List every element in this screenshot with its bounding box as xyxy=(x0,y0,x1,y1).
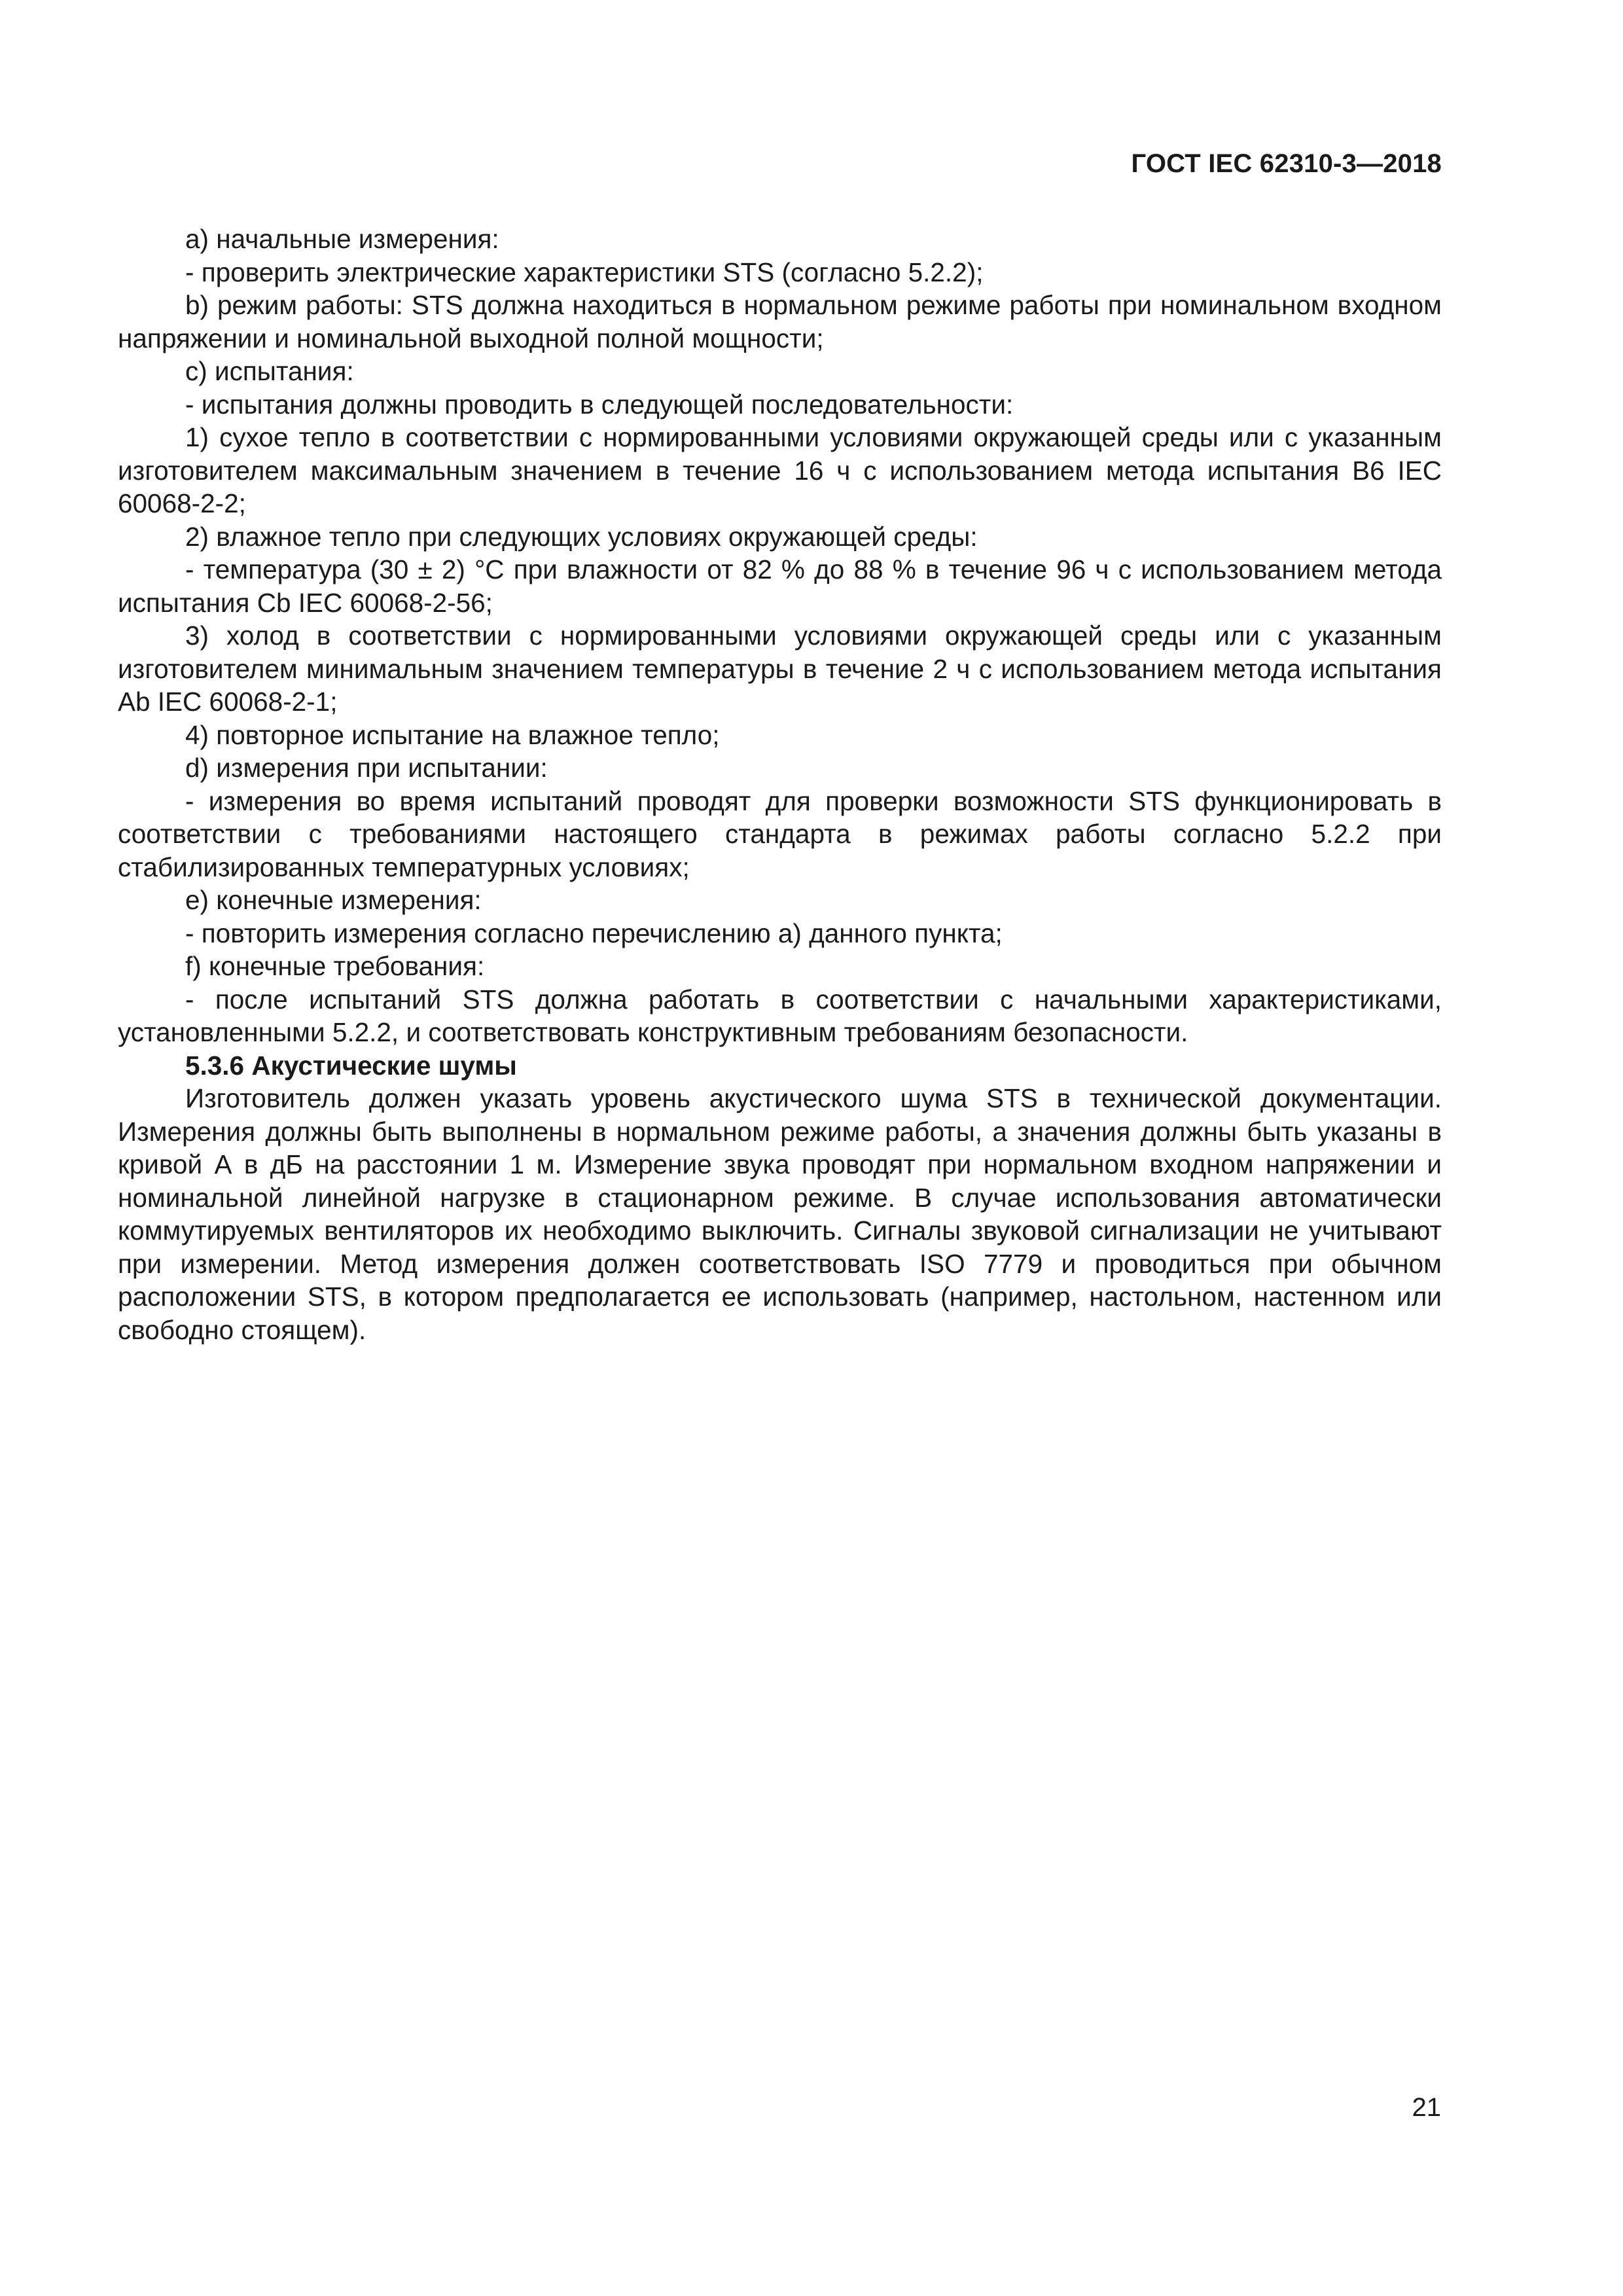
list-item-c-detail: - испытания должны проводить в следующей последовательности: xyxy=(185,389,1014,420)
list-item-a: а) начальные измерения: xyxy=(185,224,499,254)
test-step-3: 3) холод в соответствии с нормированными условиями окружающей среды или с указанным изготовителем минимальным значением температуры в течение 2 ч с использованием метода испытания Ab IEC 60068-2-1; xyxy=(118,620,1442,717)
list-item-c: c) испытания: xyxy=(185,356,354,386)
test-step-2: 2) влажное тепло при следующих условиях окружающей среды: xyxy=(185,521,978,552)
document-number-header: ГОСТ IEC 62310-3—2018 xyxy=(1131,149,1442,178)
section-paragraph: Изготовитель должен указать уровень акустического шума STS в технической документации. Измерения должны быть выполнены в нормальном режиме работы, а значения должны быть указаны в кривой А в дБ на расстоянии 1 м. Измерение звука проводят при нормальном входном напряжении и номинальной линейной нагрузке в стационарном режиме. В случае использования автоматически коммутируемых вентиляторов их необходимо выключить. Сигналы звуковой сигнализации не учитывают при измерении. Метод измерения должен соответствовать ISO 7779 и проводиться при обычном расположении STS, в котором предполагается ее использовать (например, настольном, настенном или свободно стоящем). xyxy=(118,1083,1442,1345)
test-step-4: 4) повторное испытание на влажное тепло; xyxy=(185,719,720,750)
test-step-2-detail: - температура (30 ± 2) °С при влажности от 82 % до 88 % в течение 96 ч с использованием метода испытания Cb IEC 60068-2-56; xyxy=(118,554,1442,618)
section-heading: 5.3.6 Акустические шумы xyxy=(185,1050,517,1081)
list-item-f: f) конечные требования: xyxy=(185,951,485,981)
page-number: 21 xyxy=(1412,2093,1441,2122)
list-item-b: b) режим работы: STS должна находиться в нормальном режиме работы при номинальном входном напряжении и номинальной выходной полной мощности; xyxy=(118,290,1442,353)
list-item-f-detail: - после испытаний STS должна работать в соответствии с начальными характеристиками, установленными 5.2.2, и соответствовать конструктивным требованиям безопасности. xyxy=(118,984,1442,1047)
list-item-e: e) конечные измерения: xyxy=(185,885,482,915)
list-item-a-detail: - проверить электрические характеристики STS (согласно 5.2.2); xyxy=(185,257,984,287)
list-item-e-detail: - повторить измерения согласно перечислению а) данного пункта; xyxy=(185,918,1003,948)
test-step-1: 1) сухое тепло в соответствии с нормированными условиями окружающей среды или с указанным изготовителем максимальным значением в течение 16 ч с использованием метода испытания B6 IEC 60068-2-2; xyxy=(118,422,1442,518)
document-body xyxy=(118,223,1442,1346)
list-item-d: d) измерения при испытании: xyxy=(185,753,548,783)
list-item-d-detail: - измерения во время испытаний проводят для проверки возможности STS функционировать в соответствии с требованиями настоящего стандарта в режимах работы согласно 5.2.2 при стабилизированных температурных условиях; xyxy=(118,785,1442,882)
